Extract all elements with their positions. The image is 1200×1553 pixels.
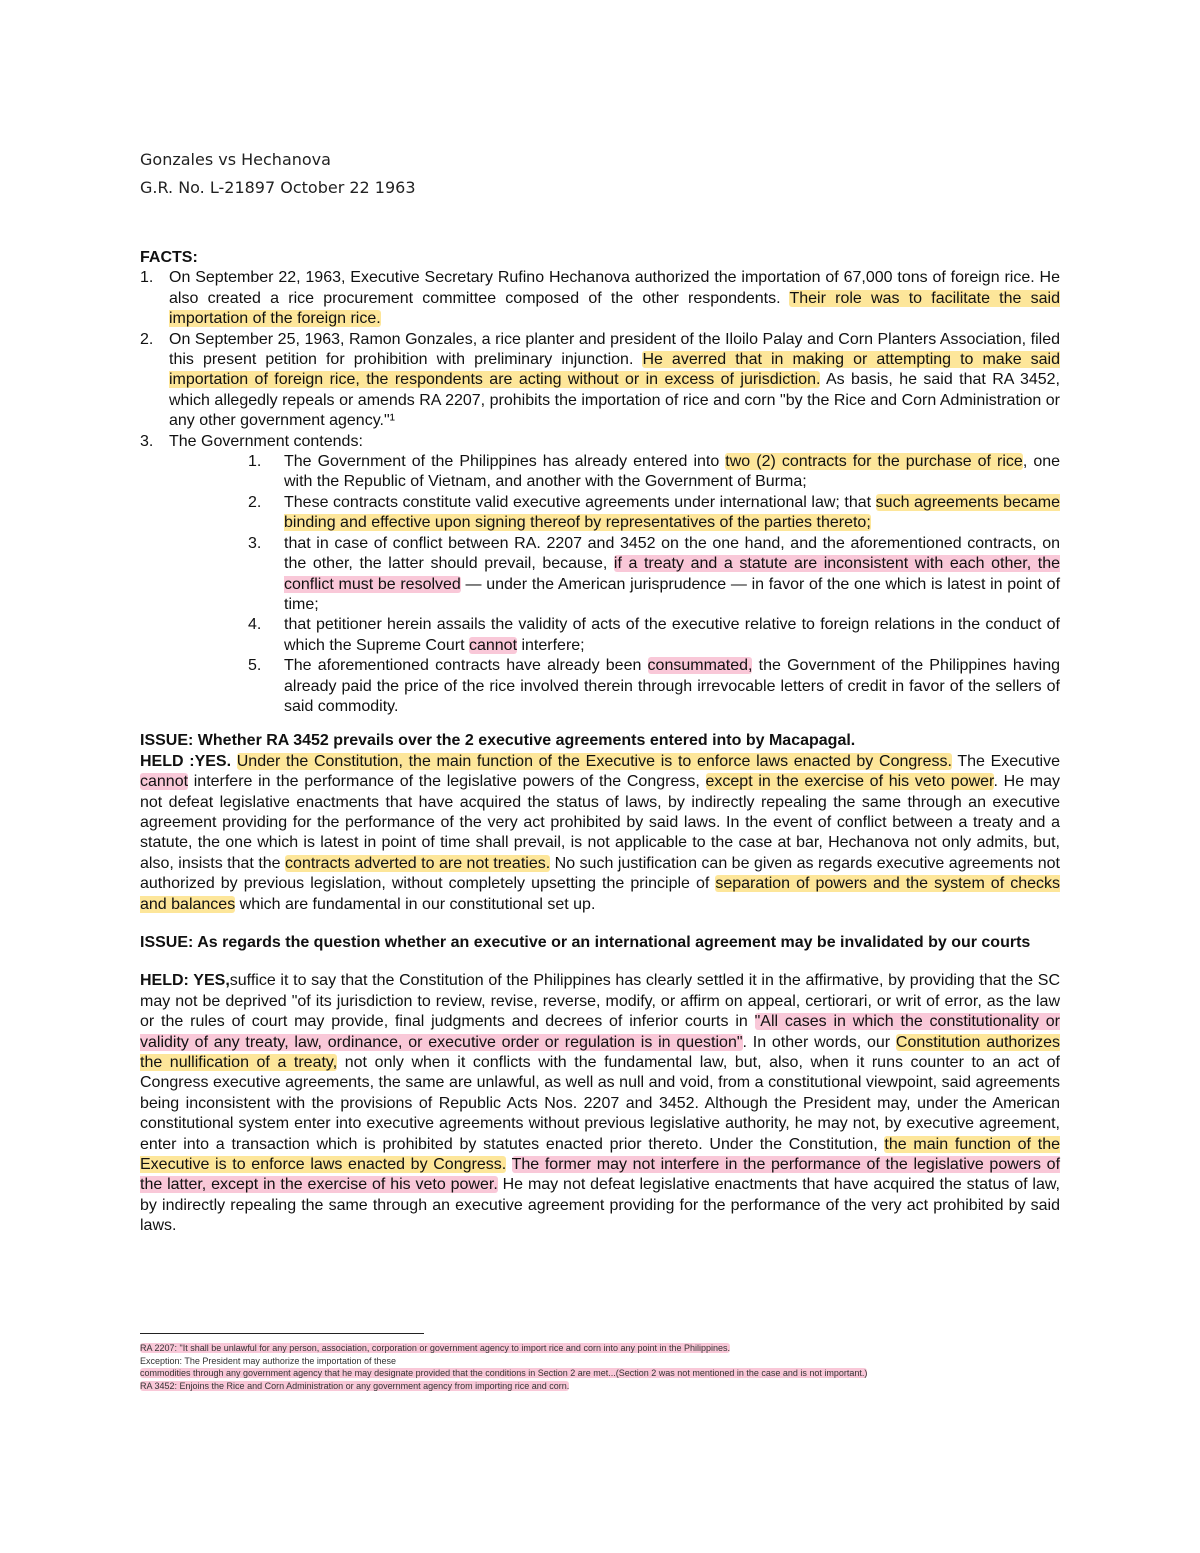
held-plain-text: No such justification can be given as regards executive agreements not authorized by previous legislation, without completely upsetting the principle of (140, 854, 1060, 893)
contention-item (248, 452, 1060, 493)
fact-item (140, 330, 1060, 432)
contention-plain-text: — under the American jurisprudence — in favor of the one which is latest in point of time; (284, 575, 1061, 613)
yellow-highlight: contracts adverted to are not treaties. (285, 854, 551, 872)
fact-text (169, 268, 1060, 329)
footnotes (140, 1342, 1040, 1392)
footnote-line (140, 1380, 1040, 1393)
contention-item (248, 656, 1060, 717)
fact-plain-text: On September 22, 1963, Executive Secretary Rufino Hechanova authorized the importation of 67,000 tons of foreign rice. He also created a rice procurement committee composed of the other respondents. (169, 269, 1060, 307)
pink-highlight: consummated, (647, 657, 753, 675)
held-two-paragraph (140, 971, 1060, 1236)
held-plain-text: The Executive (951, 752, 1060, 770)
held-plain-text: . He may not defeat legislative enactments that have acquired the status of laws, by indirectly repealing the same through an executive agreement providing for the performance of the very act prohibited by said laws. In the event of conflict between a treaty and a statute, the one which is latest in point of time shall prevail, is not applicable to the case at bar, Hechanova not only admits, but, also, insists that the (140, 773, 1061, 872)
contentions-list (248, 452, 1060, 717)
pink-highlight: cannot (468, 636, 518, 654)
held-plain-text (231, 753, 237, 770)
pink-highlight: commodities through any government agency that he may designate provided that the conditions in Section 2 are met...(Section 2 was not mentioned in the case and is not important.) (140, 1368, 868, 1378)
contention-plain-text: that in case of conflict between RA. 2207 and 3452 on the one hand, and the aforementioned contracts, on the other, the latter should prevail, because, (284, 534, 1060, 573)
footnote-line (140, 1367, 1040, 1380)
held-plain-text: interfere in the performance of the legislative powers of the Congress, (188, 773, 706, 791)
case-title: Gonzales vs Hechanova (140, 150, 331, 169)
fact-text: The Government contends: (169, 432, 363, 450)
facts-heading: FACTS: (140, 249, 198, 266)
contention-number: 4. (248, 616, 262, 634)
contention-text (284, 534, 1060, 616)
fact-item (140, 268, 1060, 329)
held-plain-text: . In other words, our (742, 1033, 896, 1051)
fact-item (140, 432, 1060, 452)
pink-highlight: "All cases in which the constitutionality or validity of any treaty, law, ordinance, or executive order or regulation is in question" (140, 1013, 1060, 1051)
held-label: HELD :YES. (140, 752, 232, 770)
fact-text (169, 330, 1060, 432)
pink-highlight: RA 2207: "It shall be unlawful for any person, association, corporation or government agency to import rice and corn into any point in the Philippines. (140, 1343, 731, 1353)
pink-highlight: RA 3452: Enjoins the Rice and Corn Administration or any government agency from importing rice and corn. (140, 1380, 570, 1391)
contention-item (248, 534, 1060, 616)
fact-number: 1. (140, 269, 154, 287)
contention-text (284, 452, 1060, 493)
held-label: HELD: YES, (140, 972, 230, 990)
contention-plain-text: The aforementioned contracts have already been (284, 657, 648, 675)
issue-one-heading: ISSUE: Whether RA 3452 prevails over the 2 executive agreements entered into by Macapagal. (140, 732, 856, 750)
contention-text (284, 493, 1060, 534)
contention-plain-text: , one with the Republic of Vietnam, and another with the Government of Burma; (284, 453, 1061, 491)
held-plain-text: which are fundamental in our constitutional set up. (235, 895, 596, 913)
yellow-highlight: Under the Constitution, the main function of the Executive is to enforce laws enacted by Congress. (236, 752, 952, 770)
contention-number: 3. (248, 534, 262, 552)
contention-plain-text: These contracts constitute valid executive agreements under international law; that (284, 493, 876, 511)
contention-number: 5. (248, 657, 262, 675)
yellow-highlight: such agreements became binding and effective upon signing thereof by representatives of the parties thereto; (284, 493, 1060, 532)
held-plain-text: not only when it conflicts with the fundamental law, but, also, when it runs counter to an act of Congress executive agreements, the same are unlawful, as well as null and void, from a constitutional viewpoint, said agreements being inconsistent with the provisions of Republic Acts Nos. 2207 and 3452. Although the President may, under the American constitutional system enter into executive agreements without previous legislative authority, he may not, by executive agreement, enter into a transaction which is prohibited by statutes enacted prior thereto. Under the Constitution, (140, 1054, 1060, 1153)
held-one-paragraph (140, 752, 1060, 915)
fact-number: 2. (140, 330, 154, 348)
case-citation: G.R. No. L-21897 October 22 1963 (140, 178, 416, 197)
footnote-divider (140, 1333, 424, 1334)
pink-highlight: The former may not interfere in the performance of the legislative powers of the latter, except in the exercise of his veto power. (140, 1156, 1061, 1194)
fact-number: 3. (140, 432, 154, 450)
yellow-highlight: He averred that in making or attempting to make said importation of foreign rice, the respondents are acting without or in excess of jurisdiction. (169, 351, 1060, 389)
pink-highlight: cannot (140, 773, 189, 791)
yellow-highlight: Constitution authorizes the nullification of a treaty, (140, 1033, 1061, 1072)
contention-number: 2. (248, 493, 262, 511)
held-plain-text: suffice it to say that the Constitution of the Philippines has clearly settled it in the affirmative, by providing that the SC may not be deprived "of its jurisdiction to review, revise, reverse, modify, or affirm on appeal, certiorari, or writ of error, as the law or the rules of court may provide, final judgments and decrees of inferior courts in (140, 972, 1060, 1031)
case-header (140, 146, 416, 202)
yellow-highlight: two (2) contracts for the purchase of rice (725, 453, 1023, 471)
contention-plain-text: that petitioner herein assails the validity of acts of the executive relative to foreign relations in the conduct of which the Supreme Court (284, 616, 1060, 654)
fact-plain-text: As basis, he said that RA 3452, which allegedly repeals or amends RA 2207, prohibits the importation of rice and corn "by the Rice and Corn Administration or any other government agency."¹ (169, 371, 1060, 430)
yellow-highlight: the main function of the Executive is to enforce laws enacted by Congress. (140, 1135, 1060, 1174)
held-plain-text: He may not defeat legislative enactments that have acquired the status of law, by indirectly repealing the same through an executive agreement providing for the performance of the very act prohibited by said laws. (140, 1176, 1060, 1235)
contention-text (284, 615, 1060, 656)
held-plain-text (506, 1156, 511, 1173)
pink-highlight: if a treaty and a statute are inconsistent with each other, the conflict must be resolved (284, 555, 1060, 593)
contention-number: 1. (248, 453, 262, 471)
footnote-line: Exception: The President may authorize the importation of these (140, 1355, 396, 1366)
contention-plain-text: interfere; (517, 636, 585, 654)
contention-plain-text: the Government of the Philippines having already paid the price of the rice involved therein through irrevocable letters of credit in favor of the sellers of said commodity. (284, 657, 1060, 715)
footnote-line (140, 1342, 1040, 1355)
fact-plain-text: On September 25, 1963, Ramon Gonzales, a rice planter and president of the Iloilo Palay and Corn Planters Association, filed this present petition for prohibition with preliminary injunction. (169, 330, 1060, 369)
contention-item (248, 615, 1060, 656)
document-body (140, 248, 1060, 1237)
issue-two-heading: ISSUE: As regards the question whether an executive or an international agreement may be invalidated by our courts (140, 934, 1031, 951)
yellow-highlight: except in the exercise of his veto power (705, 773, 994, 791)
contention-text (284, 656, 1060, 717)
contention-item (248, 493, 1060, 534)
yellow-highlight: Their role was to facilitate the said importation of the foreign rice. (169, 289, 1060, 328)
contention-plain-text: The Government of the Philippines has already entered into (284, 453, 726, 471)
yellow-highlight: separation of powers and the system of checks and balances (140, 875, 1060, 913)
